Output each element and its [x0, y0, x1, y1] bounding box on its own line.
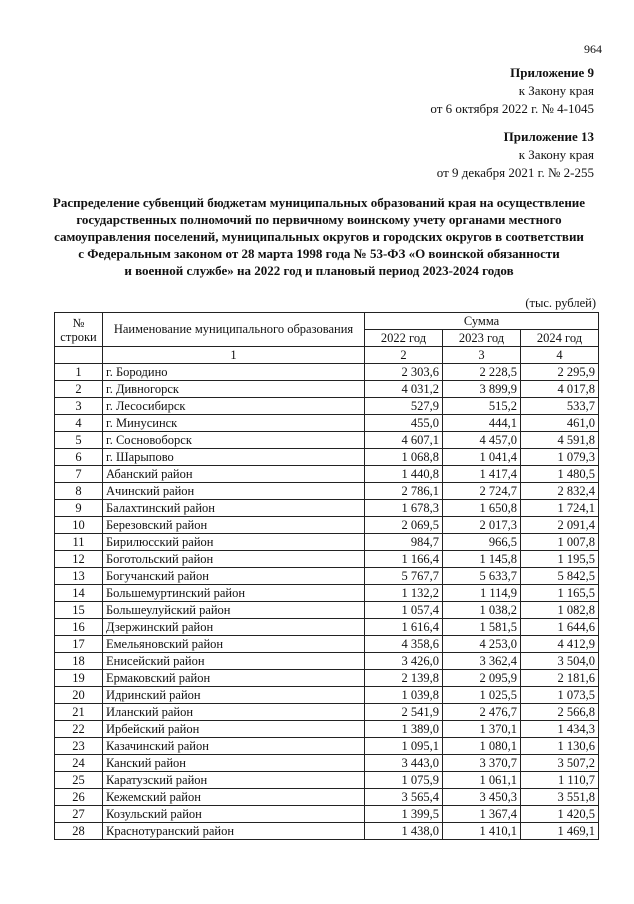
sum-2023: 3 450,3: [443, 789, 521, 806]
table-row: [55, 483, 599, 500]
sum-2023: 3 362,4: [443, 653, 521, 670]
sum-2024: 5 842,5: [521, 568, 599, 585]
sum-2023: 2 724,7: [443, 483, 521, 500]
sum-2022: 3 426,0: [365, 653, 443, 670]
sum-2024: 461,0: [521, 415, 599, 432]
municipality-name: Канский район: [103, 755, 365, 772]
sum-2024: 1 130,6: [521, 738, 599, 755]
row-number: 10: [55, 517, 103, 534]
sum-2024: 1 420,5: [521, 806, 599, 823]
municipality-name: г. Дивногорск: [103, 381, 365, 398]
sum-2022: 1 057,4: [365, 602, 443, 619]
row-number: 27: [55, 806, 103, 823]
sum-2023: 1 367,4: [443, 806, 521, 823]
row-number: 3: [55, 398, 103, 415]
municipality-name: Енисейский район: [103, 653, 365, 670]
year-header-2023: 2023 год: [443, 330, 521, 347]
column-number: 4: [521, 347, 599, 364]
table-body: [55, 364, 599, 840]
table-row: [55, 364, 599, 381]
sum-2024: 3 551,8: [521, 789, 599, 806]
sum-2022: 455,0: [365, 415, 443, 432]
sum-2022: 1 132,2: [365, 585, 443, 602]
municipality-name: г. Бородино: [103, 364, 365, 381]
row-number: 2: [55, 381, 103, 398]
row-number: 26: [55, 789, 103, 806]
sum-2023: 1 041,4: [443, 449, 521, 466]
municipality-name: г. Шарыпово: [103, 449, 365, 466]
municipality-name: Казачинский район: [103, 738, 365, 755]
row-number: 4: [55, 415, 103, 432]
sum-2022: 2 541,9: [365, 704, 443, 721]
sum-2023: 1 061,1: [443, 772, 521, 789]
table-row: [55, 772, 599, 789]
sum-2022: 4 607,1: [365, 432, 443, 449]
title-line: Распределение субвенций бюджетам муниципальных образований края на осуществление: [52, 195, 586, 210]
table-row: [55, 755, 599, 772]
table-row: [55, 704, 599, 721]
row-number: 8: [55, 483, 103, 500]
row-number: 13: [55, 568, 103, 585]
sum-2023: 2 228,5: [443, 364, 521, 381]
sum-2023: 3 370,7: [443, 755, 521, 772]
table-row: [55, 551, 599, 568]
sum-2024: 1 082,8: [521, 602, 599, 619]
sum-2023: 1 114,9: [443, 585, 521, 602]
municipality-name: Бирилюсский район: [103, 534, 365, 551]
appendix-9-title: Приложение 9: [510, 65, 594, 80]
sum-2024: 2 295,9: [521, 364, 599, 381]
appendix-13-title: Приложение 13: [503, 129, 594, 144]
subvention-table: [54, 312, 599, 840]
sum-2022: 5 767,7: [365, 568, 443, 585]
row-number: 17: [55, 636, 103, 653]
table-row: [55, 636, 599, 653]
row-number: 19: [55, 670, 103, 687]
units-label: (тыс. рублей): [525, 296, 596, 310]
sum-2024: 533,7: [521, 398, 599, 415]
title-line: самоуправления поселений, муниципальных округов и городских округов в соответствии: [54, 229, 584, 244]
row-number: 16: [55, 619, 103, 636]
sum-2023: 1 581,5: [443, 619, 521, 636]
sum-2023: 444,1: [443, 415, 521, 432]
table-row: [55, 670, 599, 687]
row-number: 14: [55, 585, 103, 602]
table-row: [55, 415, 599, 432]
sum-2024: 3 507,2: [521, 755, 599, 772]
appendix-9-header: [430, 64, 594, 118]
sum-2022: 1 095,1: [365, 738, 443, 755]
sum-2022: 1 166,4: [365, 551, 443, 568]
sum-2024: 1 007,8: [521, 534, 599, 551]
table-row: [55, 687, 599, 704]
sum-2024: 1 195,5: [521, 551, 599, 568]
row-number-header-line-1: №: [72, 315, 85, 330]
municipality-name: Боготольский район: [103, 551, 365, 568]
municipality-name: Идринский район: [103, 687, 365, 704]
row-number: 25: [55, 772, 103, 789]
municipality-name: Абанский район: [103, 466, 365, 483]
sum-2022: 1 678,3: [365, 500, 443, 517]
table-row: [55, 619, 599, 636]
sum-2022: 2 069,5: [365, 517, 443, 534]
sum-2023: 1 038,2: [443, 602, 521, 619]
sum-2023: 1 145,8: [443, 551, 521, 568]
municipality-header: Наименование муниципального образования: [103, 313, 365, 347]
municipality-name: Краснотуранский район: [103, 823, 365, 840]
table-row: [55, 823, 599, 840]
municipality-name: Большемуртинский район: [103, 585, 365, 602]
sum-2022: 2 303,6: [365, 364, 443, 381]
row-number: 7: [55, 466, 103, 483]
appendix-13-header: [437, 128, 594, 182]
title-line: и военной службе» на 2022 год и плановый период 2023-2024 годов: [124, 263, 514, 278]
row-number: 15: [55, 602, 103, 619]
municipality-name: Иланский район: [103, 704, 365, 721]
row-number: 23: [55, 738, 103, 755]
sum-2023: 3 899,9: [443, 381, 521, 398]
table-row: [55, 517, 599, 534]
row-number-header: [55, 313, 103, 347]
sum-2022: 1 075,9: [365, 772, 443, 789]
table-row: [55, 534, 599, 551]
table-row: [55, 449, 599, 466]
table-row: [55, 500, 599, 517]
appendix-9-line-2: от 6 октября 2022 г. № 4-1045: [430, 101, 594, 116]
sum-2023: 1 410,1: [443, 823, 521, 840]
row-number: 6: [55, 449, 103, 466]
year-header-2024: 2024 год: [521, 330, 599, 347]
sum-2022: 527,9: [365, 398, 443, 415]
sum-2022: 1 438,0: [365, 823, 443, 840]
sum-2023: 2 095,9: [443, 670, 521, 687]
sum-2023: 966,5: [443, 534, 521, 551]
sum-2022: 2 786,1: [365, 483, 443, 500]
row-number-header-line-2: строки: [60, 329, 97, 344]
column-number-empty: [55, 347, 103, 364]
sum-2022: 4 031,2: [365, 381, 443, 398]
municipality-name: Ачинский район: [103, 483, 365, 500]
municipality-name: Большеулуйский район: [103, 602, 365, 619]
municipality-name: Богучанский район: [103, 568, 365, 585]
sum-2024: 4 017,8: [521, 381, 599, 398]
municipality-name: Козульский район: [103, 806, 365, 823]
title-line: государственных полномочий по первичному воинскому учету органами местного: [76, 212, 562, 227]
table-row: [55, 585, 599, 602]
document-title: [40, 194, 598, 279]
row-number: 28: [55, 823, 103, 840]
sum-2024: 1 469,1: [521, 823, 599, 840]
sum-2023: 2 476,7: [443, 704, 521, 721]
municipality-name: г. Минусинск: [103, 415, 365, 432]
sum-2022: 2 139,8: [365, 670, 443, 687]
municipality-name: Ирбейский район: [103, 721, 365, 738]
sum-2023: 1 417,4: [443, 466, 521, 483]
appendix-13-line-1: к Закону края: [518, 147, 594, 162]
page-number: 964: [584, 42, 602, 56]
table-row: [55, 381, 599, 398]
sum-2023: 2 017,3: [443, 517, 521, 534]
row-number: 11: [55, 534, 103, 551]
sum-2024: 2 181,6: [521, 670, 599, 687]
sum-2024: 2 091,4: [521, 517, 599, 534]
row-number: 1: [55, 364, 103, 381]
sum-2024: 1 110,7: [521, 772, 599, 789]
sum-2024: 1 165,5: [521, 585, 599, 602]
year-header-2022: 2022 год: [365, 330, 443, 347]
table-row: [55, 466, 599, 483]
row-number: 24: [55, 755, 103, 772]
sum-2024: 1 724,1: [521, 500, 599, 517]
sum-2024: 2 566,8: [521, 704, 599, 721]
municipality-name: Березовский район: [103, 517, 365, 534]
municipality-name: Ермаковский район: [103, 670, 365, 687]
sum-2023: 4 457,0: [443, 432, 521, 449]
sum-2024: 4 591,8: [521, 432, 599, 449]
municipality-name: г. Лесосибирск: [103, 398, 365, 415]
sum-2022: 1 389,0: [365, 721, 443, 738]
sum-2023: 1 650,8: [443, 500, 521, 517]
row-number: 22: [55, 721, 103, 738]
sum-2024: 4 412,9: [521, 636, 599, 653]
sum-2022: 984,7: [365, 534, 443, 551]
table-row: [55, 789, 599, 806]
sum-2022: 4 358,6: [365, 636, 443, 653]
row-number: 21: [55, 704, 103, 721]
municipality-name: Балахтинский район: [103, 500, 365, 517]
row-number: 12: [55, 551, 103, 568]
sum-2022: 1 616,4: [365, 619, 443, 636]
sum-2024: 3 504,0: [521, 653, 599, 670]
sum-2023: 1 370,1: [443, 721, 521, 738]
table-row: [55, 398, 599, 415]
sum-2022: 1 399,5: [365, 806, 443, 823]
row-number: 9: [55, 500, 103, 517]
row-number: 5: [55, 432, 103, 449]
municipality-name: Каратузский район: [103, 772, 365, 789]
sum-2023: 4 253,0: [443, 636, 521, 653]
sum-2022: 3 443,0: [365, 755, 443, 772]
sum-2024: 1 480,5: [521, 466, 599, 483]
sum-2024: 1 434,3: [521, 721, 599, 738]
table-row: [55, 721, 599, 738]
column-number: 3: [443, 347, 521, 364]
sum-2024: 1 644,6: [521, 619, 599, 636]
appendix-9-line-1: к Закону края: [518, 83, 594, 98]
table-row: [55, 806, 599, 823]
sum-2023: 1 025,5: [443, 687, 521, 704]
title-line: с Федеральным законом от 28 марта 1998 года № 53-ФЗ «О воинской обязанности: [78, 246, 560, 261]
table-row: [55, 602, 599, 619]
table-row: [55, 568, 599, 585]
municipality-name: Дзержинский район: [103, 619, 365, 636]
sum-2022: 3 565,4: [365, 789, 443, 806]
sum-2022: 1 068,8: [365, 449, 443, 466]
sum-header: Сумма: [365, 313, 599, 330]
sum-2024: 1 073,5: [521, 687, 599, 704]
sum-2024: 2 832,4: [521, 483, 599, 500]
table-row: [55, 653, 599, 670]
sum-2023: 515,2: [443, 398, 521, 415]
municipality-name: Емельяновский район: [103, 636, 365, 653]
row-number: 18: [55, 653, 103, 670]
sum-2023: 5 633,7: [443, 568, 521, 585]
column-number: 1: [103, 347, 365, 364]
column-number-row: [55, 347, 599, 364]
row-number: 20: [55, 687, 103, 704]
municipality-name: г. Сосновоборск: [103, 432, 365, 449]
sum-2022: 1 039,8: [365, 687, 443, 704]
column-number: 2: [365, 347, 443, 364]
appendix-13-line-2: от 9 декабря 2021 г. № 2-255: [436, 165, 594, 180]
sum-2024: 1 079,3: [521, 449, 599, 466]
table-row: [55, 432, 599, 449]
sum-2023: 1 080,1: [443, 738, 521, 755]
municipality-name: Кежемский район: [103, 789, 365, 806]
sum-2022: 1 440,8: [365, 466, 443, 483]
table-row: [55, 738, 599, 755]
